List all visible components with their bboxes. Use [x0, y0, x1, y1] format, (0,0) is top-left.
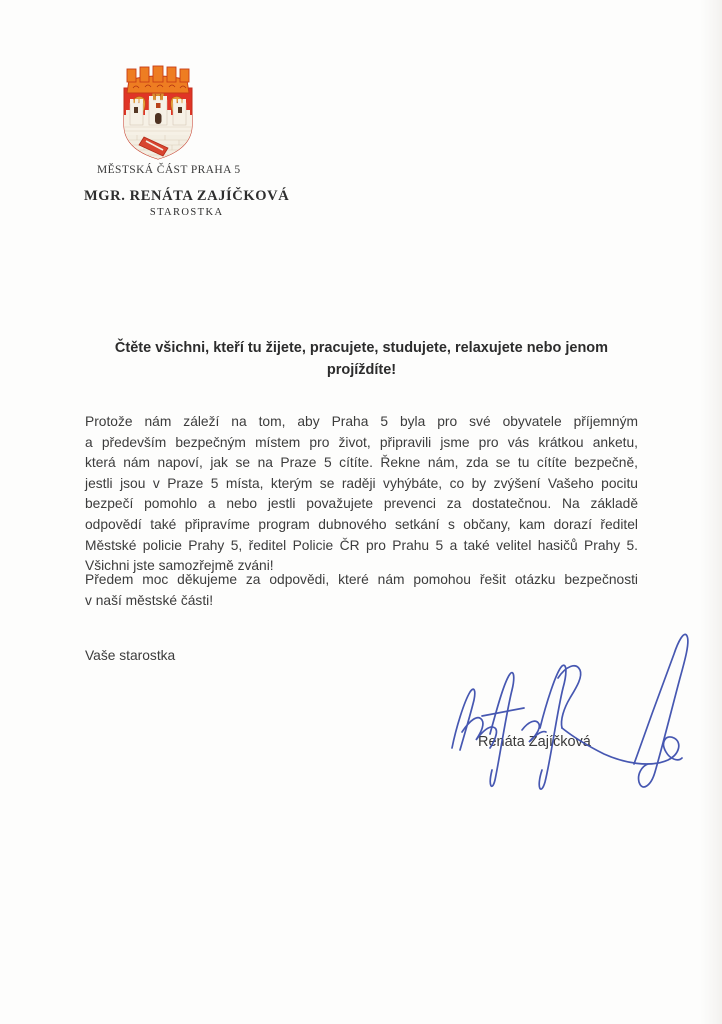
praha5-coat-of-arms-icon: [117, 63, 199, 163]
signatory-printed-name: Renáta Zajíčková: [478, 734, 591, 750]
paragraph-line: Protože nám záleží na tom, aby Praha 5 byla pro své obyvatele příjemným: [85, 414, 638, 429]
handwritten-signature-icon: [428, 616, 708, 816]
signature-strokes: [452, 634, 688, 789]
paragraph-line: v naší městské části!: [85, 592, 214, 608]
sender-identity: [84, 188, 289, 218]
letter-heading-line: projíždíte!: [326, 362, 397, 378]
paragraph-line: bezpečí pomohlo a nebo jestli považujete prevenci za dostatečnou. Na základě: [85, 496, 638, 512]
closing-line: Vaše starostka: [85, 648, 176, 663]
paragraph-line: Městské policie Prahy 5, ředitel Policie ČR pro Prahu 5 a také velitel hasičů Prahy 5.: [85, 537, 638, 553]
organization-name: MĚSTSKÁ ČÁST PRAHA 5: [97, 164, 241, 176]
paragraph-line: a především bezpečným místem pro život, připravili jsme pro vás krátkou anketu,: [85, 434, 638, 450]
sender-title: STAROSTKA: [149, 207, 224, 218]
paragraph-line: Všichni jste samozřejmě zváni!: [85, 558, 274, 574]
letter-heading-line: Čtěte všichni, kteří tu žijete, pracujete, studujete, relaxujete nebo jenom: [114, 340, 609, 356]
body-paragraph: [85, 570, 638, 611]
paragraph-line: Předem moc děkujeme za odpovědi, které nám pomohou řešit otázku bezpečnosti: [85, 572, 638, 587]
paragraph-line: odpovědí také připravíme program dubnového setkání s občany, kam dorazí ředitel: [85, 516, 638, 532]
sender-name: MGR. RENÁTA ZAJÍČKOVÁ: [84, 188, 290, 204]
paragraph-line: která nám napoví, jak se na Praze 5 cítíte. Řekne nám, zda se tu cítíte bezpečně,: [85, 455, 638, 471]
paragraph-line: jestli jsou v Praze 5 místa, kterým se raději vyhýbáte, co by zvýšení Vašeho pocitu: [85, 475, 638, 491]
body-paragraph: [85, 412, 638, 577]
letter-heading: [85, 337, 638, 381]
scan-shadow-edge: [700, 0, 722, 1024]
